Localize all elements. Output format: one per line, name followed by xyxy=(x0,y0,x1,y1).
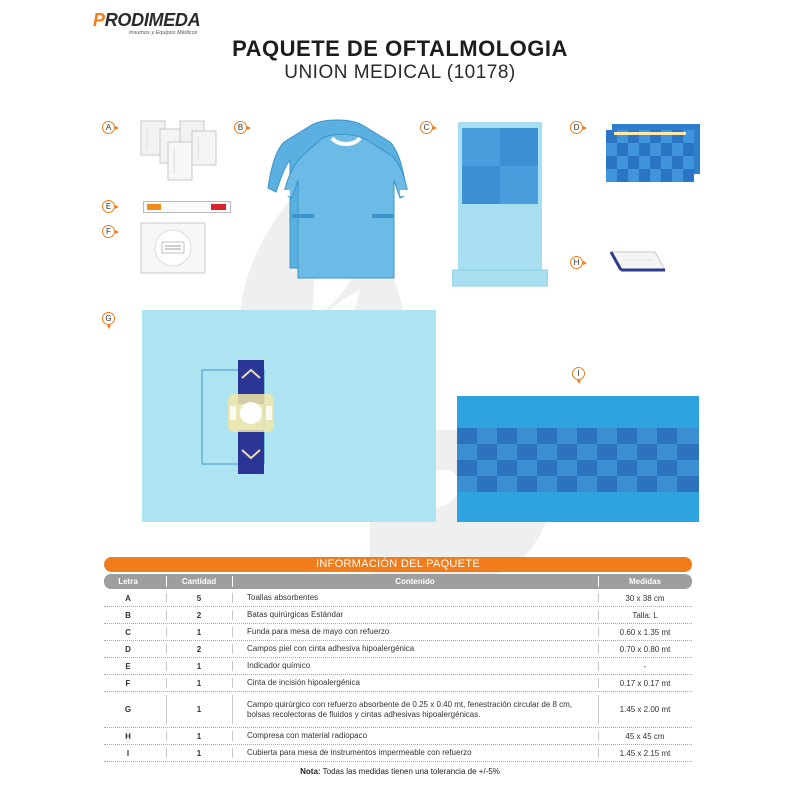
row-letter: I xyxy=(126,748,130,758)
note-label: Nota: xyxy=(300,767,321,776)
row-qty: 2 xyxy=(196,610,202,620)
row-measures: 45 x 45 cm xyxy=(625,731,665,741)
row-content: Compresa con material radiopaco xyxy=(247,731,368,740)
row-qty: 5 xyxy=(196,593,202,603)
row-measures: 30 x 38 cm xyxy=(625,593,665,603)
tolerance-note xyxy=(0,767,800,776)
table-row xyxy=(104,658,692,675)
gowns-illustration xyxy=(262,118,412,284)
header-content: Contenido xyxy=(395,577,435,586)
tag-f: F xyxy=(102,225,115,238)
row-content: Campos piel con cinta adhesiva hipoalergénica xyxy=(247,644,415,653)
mayo-cover-illustration xyxy=(452,120,548,288)
brand-name: PRODIMEDA xyxy=(93,10,201,30)
row-measures: 0.60 x 1.35 mt xyxy=(619,627,671,637)
towels-illustration xyxy=(138,118,222,184)
skin-fields-illustration xyxy=(606,120,702,184)
row-letter: H xyxy=(125,731,131,741)
page-title: PAQUETE DE OFTALMOLOGIA xyxy=(232,36,568,61)
row-letter: C xyxy=(125,627,131,637)
row-measures: 1.45 x 2.15 mt xyxy=(619,748,671,758)
row-content: Indicador químico xyxy=(247,661,311,670)
header-measures: Medidas xyxy=(628,577,661,586)
row-qty: 1 xyxy=(196,705,202,714)
tag-a: A xyxy=(102,121,115,134)
row-letter: D xyxy=(125,644,131,654)
row-measures: 1.45 x 2.00 mt xyxy=(619,705,671,714)
row-content: Cubierta para mesa de instrumentos impermeable con refuerzo xyxy=(247,748,472,757)
table-header xyxy=(104,574,692,589)
row-qty: 2 xyxy=(196,644,202,654)
table-row xyxy=(104,624,692,641)
row-content: Campo quirúrgico con refuerzo absorbente de 0.25 x 0.40 mt, fenestración circular de 8 cm, bolsas recolectoras de fluidos y cintas adhesivas hipoalergénicas. xyxy=(247,699,573,719)
row-content: Toallas absorbentes xyxy=(247,593,319,602)
header-letter: Letra xyxy=(118,577,138,586)
incision-tape-illustration xyxy=(140,222,206,274)
header-qty: Cantidad xyxy=(181,577,217,586)
row-letter: A xyxy=(125,593,131,603)
table-row xyxy=(104,728,692,745)
row-content: Cinta de incisión hipoalergénica xyxy=(247,678,360,687)
row-measures: 0.17 x 0.17 mt xyxy=(619,678,671,688)
row-measures: Talla: L xyxy=(632,610,658,620)
row-letter: E xyxy=(125,661,131,671)
info-banner: INFORMACIÓN DEL PAQUETE xyxy=(104,557,692,572)
surgical-drape-illustration xyxy=(142,310,436,522)
row-measures: - xyxy=(643,661,647,671)
tag-c: C xyxy=(420,121,433,134)
brand-tagline: Insumos y Equipos Médicos xyxy=(129,30,198,36)
note-text: Todas las medidas tienen una tolerancia de +/-5% xyxy=(322,767,500,776)
row-qty: 1 xyxy=(196,627,202,637)
radiopaque-compress-illustration xyxy=(605,248,667,276)
row-qty: 1 xyxy=(196,748,202,758)
table-row xyxy=(104,590,692,607)
row-qty: 1 xyxy=(196,661,202,671)
page-subtitle: UNION MEDICAL (10178) xyxy=(284,62,516,83)
tag-b: B xyxy=(234,121,247,134)
row-letter: F xyxy=(125,678,131,688)
table-row xyxy=(104,675,692,692)
table-row xyxy=(104,692,692,728)
row-content: Batas quirúrgicas Estándar xyxy=(247,610,344,619)
row-measures: 0.70 x 0.80 mt xyxy=(619,644,671,654)
table-row xyxy=(104,607,692,624)
tag-h: H xyxy=(570,256,583,269)
chemical-indicator-illustration xyxy=(143,201,231,213)
table-row xyxy=(104,745,692,762)
row-qty: 1 xyxy=(196,731,202,741)
row-qty: 1 xyxy=(196,678,202,688)
tag-g: G xyxy=(102,312,115,325)
table-row xyxy=(104,641,692,658)
row-letter: G xyxy=(124,705,132,714)
row-content: Funda para mesa de mayo con refuerzo xyxy=(247,627,390,636)
instrument-table-cover-illustration xyxy=(457,396,699,522)
row-letter: B xyxy=(125,610,131,620)
tag-d: D xyxy=(570,121,583,134)
tag-e: E xyxy=(102,200,115,213)
tag-i: I xyxy=(572,367,585,380)
